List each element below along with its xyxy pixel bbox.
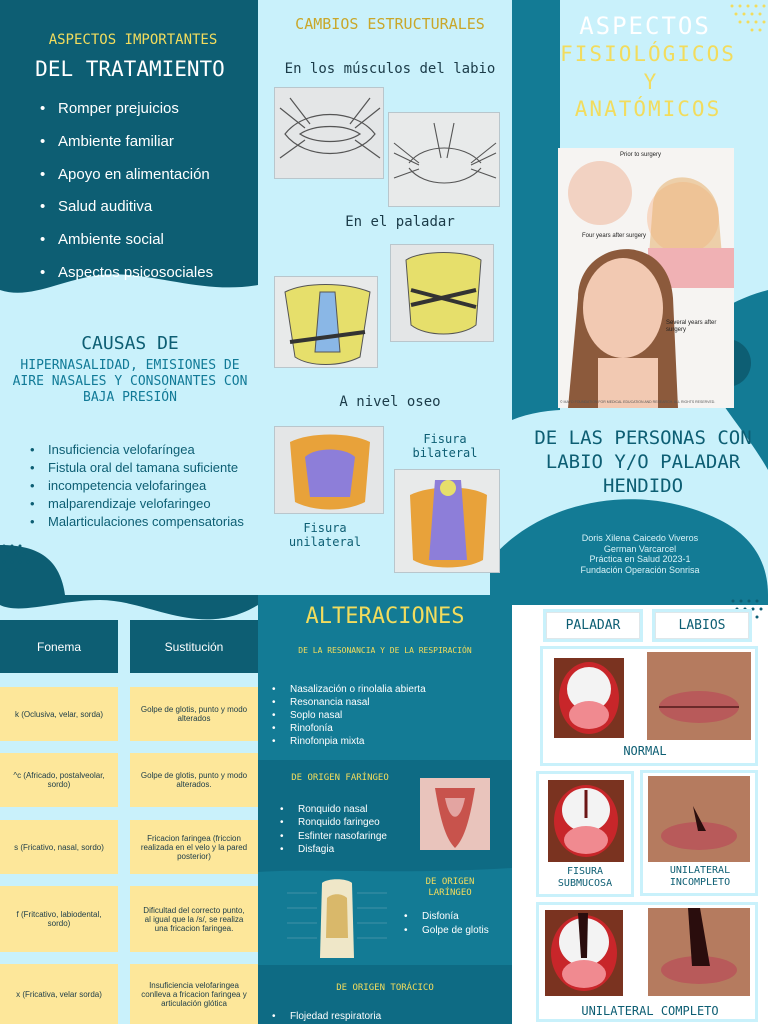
list-item: • Malarticulaciones compensatorias bbox=[30, 513, 255, 531]
resonance-title: DE LA RESONANCIA Y DE LA RESPIRACIÓN bbox=[298, 646, 472, 655]
main-title-4: ANATÓMICOS bbox=[574, 97, 722, 121]
toracico-title: DE ORIGEN TORÁCICO bbox=[336, 983, 434, 993]
table-header-sustitucion: Sustitución bbox=[130, 620, 258, 673]
lip-muscle-image-2 bbox=[388, 112, 500, 207]
list-item: • Disfagia bbox=[280, 843, 420, 856]
submucosa-palate-image bbox=[546, 778, 626, 864]
list-item: • Aspectos psicosociales bbox=[40, 257, 255, 290]
completo-palate-image bbox=[543, 908, 625, 998]
label-paladar: PALADAR bbox=[546, 612, 640, 639]
caption-four-years: Four years after surgery bbox=[582, 233, 647, 239]
faringeo-title: DE ORIGEN FARÍNGEO bbox=[291, 773, 389, 783]
table-cell-sust: Golpe de glotis, punto y modo alterados bbox=[130, 687, 258, 741]
table-cell-sust: Fricacion faringea (friccion realizada en el velo y la pared posterior) bbox=[130, 820, 258, 874]
list-item: • Esfinter nasofaringe bbox=[280, 830, 420, 843]
list-item: • Flojedad respiratoria bbox=[272, 1010, 472, 1023]
subtitle-labio: En los músculos del labio bbox=[284, 61, 496, 77]
list-item: • Rinofonpia mixta bbox=[272, 735, 502, 748]
list-item: • Soplo nasal bbox=[272, 709, 502, 722]
caption-prior: Prior to surgery bbox=[620, 152, 662, 158]
causas-list bbox=[30, 441, 255, 531]
list-item: • Golpe de glotis bbox=[404, 924, 510, 938]
list-item: • Ambiente familiar bbox=[40, 126, 255, 159]
list-item: • Insuficiencia velofaríngea bbox=[30, 441, 255, 459]
subtitle-paladar: En el paladar bbox=[345, 214, 455, 230]
treatment-heading-big: DEL TRATAMIENTO bbox=[35, 57, 225, 81]
list-item: • incompetencia velofaringea bbox=[30, 477, 255, 495]
label-bilateral: Fisura bilateral bbox=[412, 432, 478, 460]
main-title-1: ASPECTOS bbox=[579, 12, 711, 40]
table-cell-fonema: k (Oclusiva, velar, sorda) bbox=[0, 687, 118, 741]
label-unilateral-completo: UNILATERAL COMPLETO bbox=[581, 1004, 719, 1018]
label-unilateral-incompleto: UNILATERAL INCOMPLETO bbox=[669, 865, 731, 888]
toracico-list bbox=[272, 1010, 472, 1023]
palate-image-1 bbox=[390, 244, 494, 342]
bone-image-bilateral bbox=[394, 469, 500, 573]
author-line: Fundación Operación Sonrisa bbox=[580, 564, 700, 575]
subtitle-oseo: A nivel oseo bbox=[339, 394, 441, 410]
list-item: • Salud auditiva bbox=[40, 191, 255, 224]
table-cell-sust: Insuficiencia velofaringea conlleva a fricacion faringea y articulación glótica bbox=[130, 964, 258, 1024]
list-item: • malparendizaje velofaringeo bbox=[30, 495, 255, 513]
list-item: • Disfonía bbox=[404, 910, 510, 924]
bone-image-unilateral bbox=[274, 426, 384, 514]
dots-decoration-left bbox=[0, 540, 50, 580]
main-subtitle: DE LAS PERSONAS CON LABIO Y/O PALADAR HENDIDO bbox=[534, 427, 752, 497]
completo-lips-image bbox=[648, 908, 750, 996]
label-fisura-submucosa: FISURA SUBMUCOSA bbox=[557, 866, 613, 889]
resonance-list bbox=[272, 683, 502, 748]
alteraciones-title: ALTERACIONES bbox=[305, 604, 465, 629]
lip-muscle-image-1 bbox=[274, 87, 384, 179]
main-title-3: Y bbox=[643, 70, 657, 94]
list-item: • Ronquido faringeo bbox=[280, 816, 420, 829]
surgery-photo bbox=[558, 148, 734, 408]
causas-subtitle: HIPERNASALIDAD, EMISIONES DE AIRE NASALES Y CONSONANTES CON BAJA PRESIÓN bbox=[12, 358, 248, 405]
list-item: • Ronquido nasal bbox=[280, 803, 420, 816]
treatment-heading-small: ASPECTOS IMPORTANTES bbox=[48, 32, 218, 48]
laringeo-list bbox=[404, 910, 510, 938]
table-cell-fonema: f (Fritcativo, labiodental, sordo) bbox=[0, 886, 118, 952]
main-title-2: FISIOLÓGICOS bbox=[560, 42, 736, 66]
table-cell-fonema: x (Fricativa, velar sorda) bbox=[0, 964, 118, 1024]
photo-credit: © MAYO FOUNDATION FOR MEDICAL EDUCATION AND RESEARCH. ALL RIGHTS RESERVED. bbox=[560, 400, 716, 404]
table-cell-sust: Golpe de glotis, punto y modo alterados. bbox=[130, 753, 258, 807]
authors-block bbox=[540, 533, 740, 575]
faringeo-list bbox=[280, 803, 420, 856]
normal-lips-image bbox=[647, 652, 751, 740]
table-header-fonema: Fonema bbox=[0, 620, 118, 673]
palate-image-2 bbox=[274, 276, 378, 368]
list-item: • Nasalización o rinolalia abierta bbox=[272, 683, 502, 696]
table-cell-fonema: ^c (Africado, postalveolar, sordo) bbox=[0, 753, 118, 807]
throat-image bbox=[420, 778, 490, 850]
list-item: • Rinofonía bbox=[272, 722, 502, 735]
treatment-list bbox=[40, 93, 255, 290]
list-item: • Romper prejuicios bbox=[40, 93, 255, 126]
author-line: Doris Xilena Caicedo Viveros bbox=[581, 533, 699, 543]
table-cell-fonema: s (Fricativo, nasal, sordo) bbox=[0, 820, 118, 874]
causas-title: CAUSAS DE bbox=[81, 333, 179, 354]
incompleto-lips-image bbox=[648, 776, 750, 862]
normal-palate-image bbox=[551, 655, 627, 741]
laringeo-title: DE ORIGEN LARÍNGEO bbox=[425, 877, 475, 898]
list-item: • Apoyo en alimentación bbox=[40, 159, 255, 192]
list-item: • Resonancia nasal bbox=[272, 696, 502, 709]
author-line: Práctica en Salud 2023-1 bbox=[589, 554, 691, 564]
larynx-image bbox=[282, 878, 392, 964]
structural-title: CAMBIOS ESTRUCTURALES bbox=[295, 15, 485, 33]
table-cell-sust: Dificultad del correcto punto, al igual que la /s/, se realiza una fricacion faringea. bbox=[130, 886, 258, 952]
caption-several-years: Several years after surgery bbox=[666, 320, 717, 333]
label-unilateral: Fisura unilateral bbox=[288, 521, 362, 549]
author-line: German Varcarcel bbox=[603, 543, 677, 554]
list-item: • Ambiente social bbox=[40, 224, 255, 257]
label-labios: LABIOS bbox=[655, 612, 749, 639]
label-normal: NORMAL bbox=[623, 744, 667, 758]
list-item: • Fistula oral del tamana suficiente bbox=[30, 459, 255, 477]
